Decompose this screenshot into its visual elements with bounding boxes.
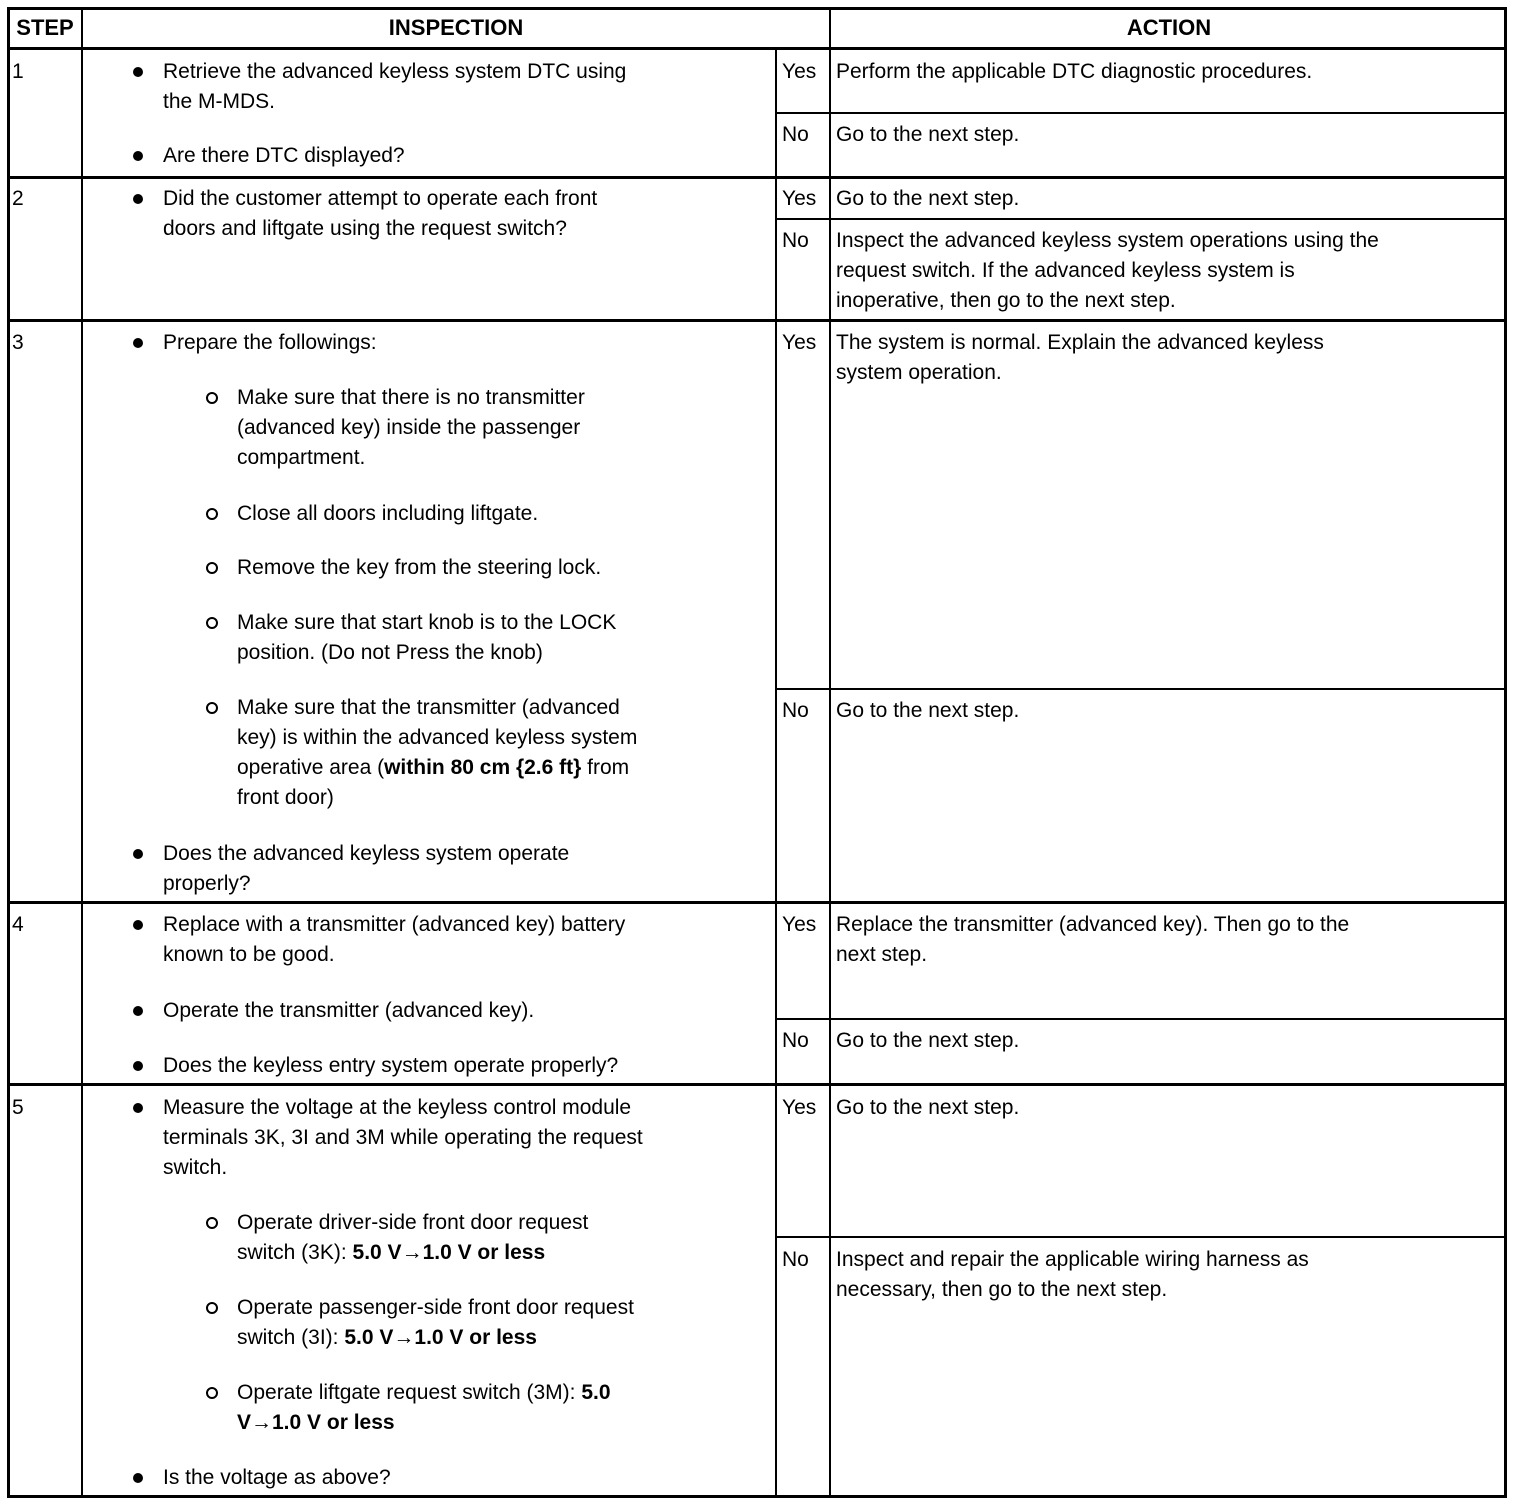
spec-value: 5.0 [581,1381,611,1404]
inspection-text: the M-MDS. [163,90,276,113]
bullet-icon [133,1103,143,1113]
step-number: 5 [12,1096,24,1119]
inspection-text: doors and liftgate using the request switch? [163,217,567,240]
yes-label: Yes [782,1096,817,1119]
yn-divider-2 [776,218,1507,220]
inspection-text: Retrieve the advanced keyless system DTC using [163,60,627,83]
action-text: The system is normal. Explain the advanced keyless [836,331,1324,354]
bullet-icon [133,849,143,859]
yes-label: Yes [782,331,817,354]
row-divider-1 [7,176,1507,179]
yes-label: Yes [782,913,817,936]
action-text: Go to the next step. [836,187,1020,210]
inspection-text: key) is within the advanced keyless system [237,726,638,749]
step-number: 2 [12,187,24,210]
action-text: necessary, then go to the next step. [836,1278,1168,1301]
action-text: next step. [836,943,928,966]
inspection-text: Does the advanced keyless system operate [163,842,570,865]
action-text: Inspect and repair the applicable wiring harness as [836,1248,1309,1271]
inspection-text: Operate passenger-side front door request [237,1296,634,1319]
sub-bullet-icon [206,702,218,714]
col-divider-yn [775,48,777,1498]
spec-value: 5.0 V→1.0 V or less [344,1326,537,1349]
inspection-text: Prepare the followings: [163,331,377,354]
row-divider-3 [7,901,1507,904]
inspection-text [237,1408,395,1438]
inspection-text: Close all doors including liftgate. [237,502,539,525]
inspection-text: (advanced key) inside the passenger [237,416,581,439]
inspection-text: Does the keyless entry system operate properly? [163,1054,619,1077]
inspection-text: Measure the voltage at the keyless control module [163,1096,632,1119]
header-inspection: INSPECTION [388,15,524,40]
inspection-text: Make sure that start knob is to the LOCK [237,611,617,634]
inspection-text: switch (3I): 5.0 V→1.0 V or less [237,1326,537,1349]
spec-value: V→1.0 V or less [237,1411,395,1434]
yes-label: Yes [782,187,817,210]
inspection-text: terminals 3K, 3I and 3M while operating the request [163,1126,643,1149]
bullet-icon [133,67,143,77]
inspection-text: Make sure that there is no transmitter [237,386,585,409]
sub-bullet-icon [206,1217,218,1229]
action-text: Go to the next step. [836,123,1020,146]
bullet-icon [133,194,143,204]
inspection-text: Operate the transmitter (advanced key). [163,999,535,1022]
step-number: 4 [12,913,24,936]
step-number: 1 [12,60,24,83]
sub-bullet-icon [206,508,218,520]
spec-value: within 80 cm {2.6 ft} [384,756,582,779]
yes-label: Yes [782,60,817,83]
inspection-text: Did the customer attempt to operate each front [163,187,598,210]
inspection-text: Replace with a transmitter (advanced key) battery [163,913,626,936]
header-step: STEP [16,15,74,40]
no-label: No [782,699,809,722]
inspection-text: switch (3K): 5.0 V→1.0 V or less [237,1241,546,1264]
action-text: request switch. If the advanced keyless system is [836,259,1295,282]
col-divider-step [81,7,83,1498]
inspection-text: Remove the key from the steering lock. [237,556,602,579]
inspection-text: switch. [163,1156,228,1179]
action-text: Perform the applicable DTC diagnostic procedures. [836,60,1313,83]
yn-divider-1 [776,112,1507,114]
inspection-text: Is the voltage as above? [163,1466,391,1489]
yn-divider-5 [776,1236,1507,1238]
action-text: inoperative, then go to the next step. [836,289,1176,312]
sub-bullet-icon [206,562,218,574]
action-text: Inspect the advanced keyless system operations using the [836,229,1379,252]
action-text: Go to the next step. [836,1096,1020,1119]
bullet-icon [133,920,143,930]
spec-value: 5.0 V→1.0 V or less [352,1241,546,1264]
inspection-text: properly? [163,872,251,895]
inspection-text: position. (Do not Press the knob) [237,641,543,664]
no-label: No [782,1029,809,1052]
inspection-text: Operate liftgate request switch (3M): 5.0 [237,1381,611,1404]
step-number: 3 [12,331,24,354]
no-label: No [782,1248,809,1271]
action-text: Go to the next step. [836,699,1020,722]
action-text: system operation. [836,361,1002,384]
sub-bullet-icon [206,617,218,629]
yn-divider-4 [776,1018,1507,1020]
inspection-text: Operate driver-side front door request [237,1211,589,1234]
inspection-text: known to be good. [163,943,335,966]
action-text: Go to the next step. [836,1029,1020,1052]
row-divider-2 [7,319,1507,322]
bullet-icon [133,1061,143,1071]
inspection-text: Are there DTC displayed? [163,144,405,167]
no-label: No [782,229,809,252]
bullet-icon [133,1473,143,1483]
bullet-icon [133,338,143,348]
bullet-icon [133,151,143,161]
header-action: ACTION [1126,15,1212,40]
inspection-text: compartment. [237,446,366,469]
yn-divider-3 [776,688,1507,690]
sub-bullet-icon [206,392,218,404]
sub-bullet-icon [206,1302,218,1314]
inspection-text: operative area (within 80 cm {2.6 ft} from [237,756,630,779]
no-label: No [782,123,809,146]
inspection-text: front door) [237,786,334,809]
row-divider-4 [7,1083,1507,1086]
inspection-text: Make sure that the transmitter (advanced [237,696,620,719]
bullet-icon [133,1006,143,1016]
col-divider-action [829,7,831,1498]
action-text: Replace the transmitter (advanced key). Then go to the [836,913,1350,936]
header-divider [7,47,1507,50]
sub-bullet-icon [206,1387,218,1399]
